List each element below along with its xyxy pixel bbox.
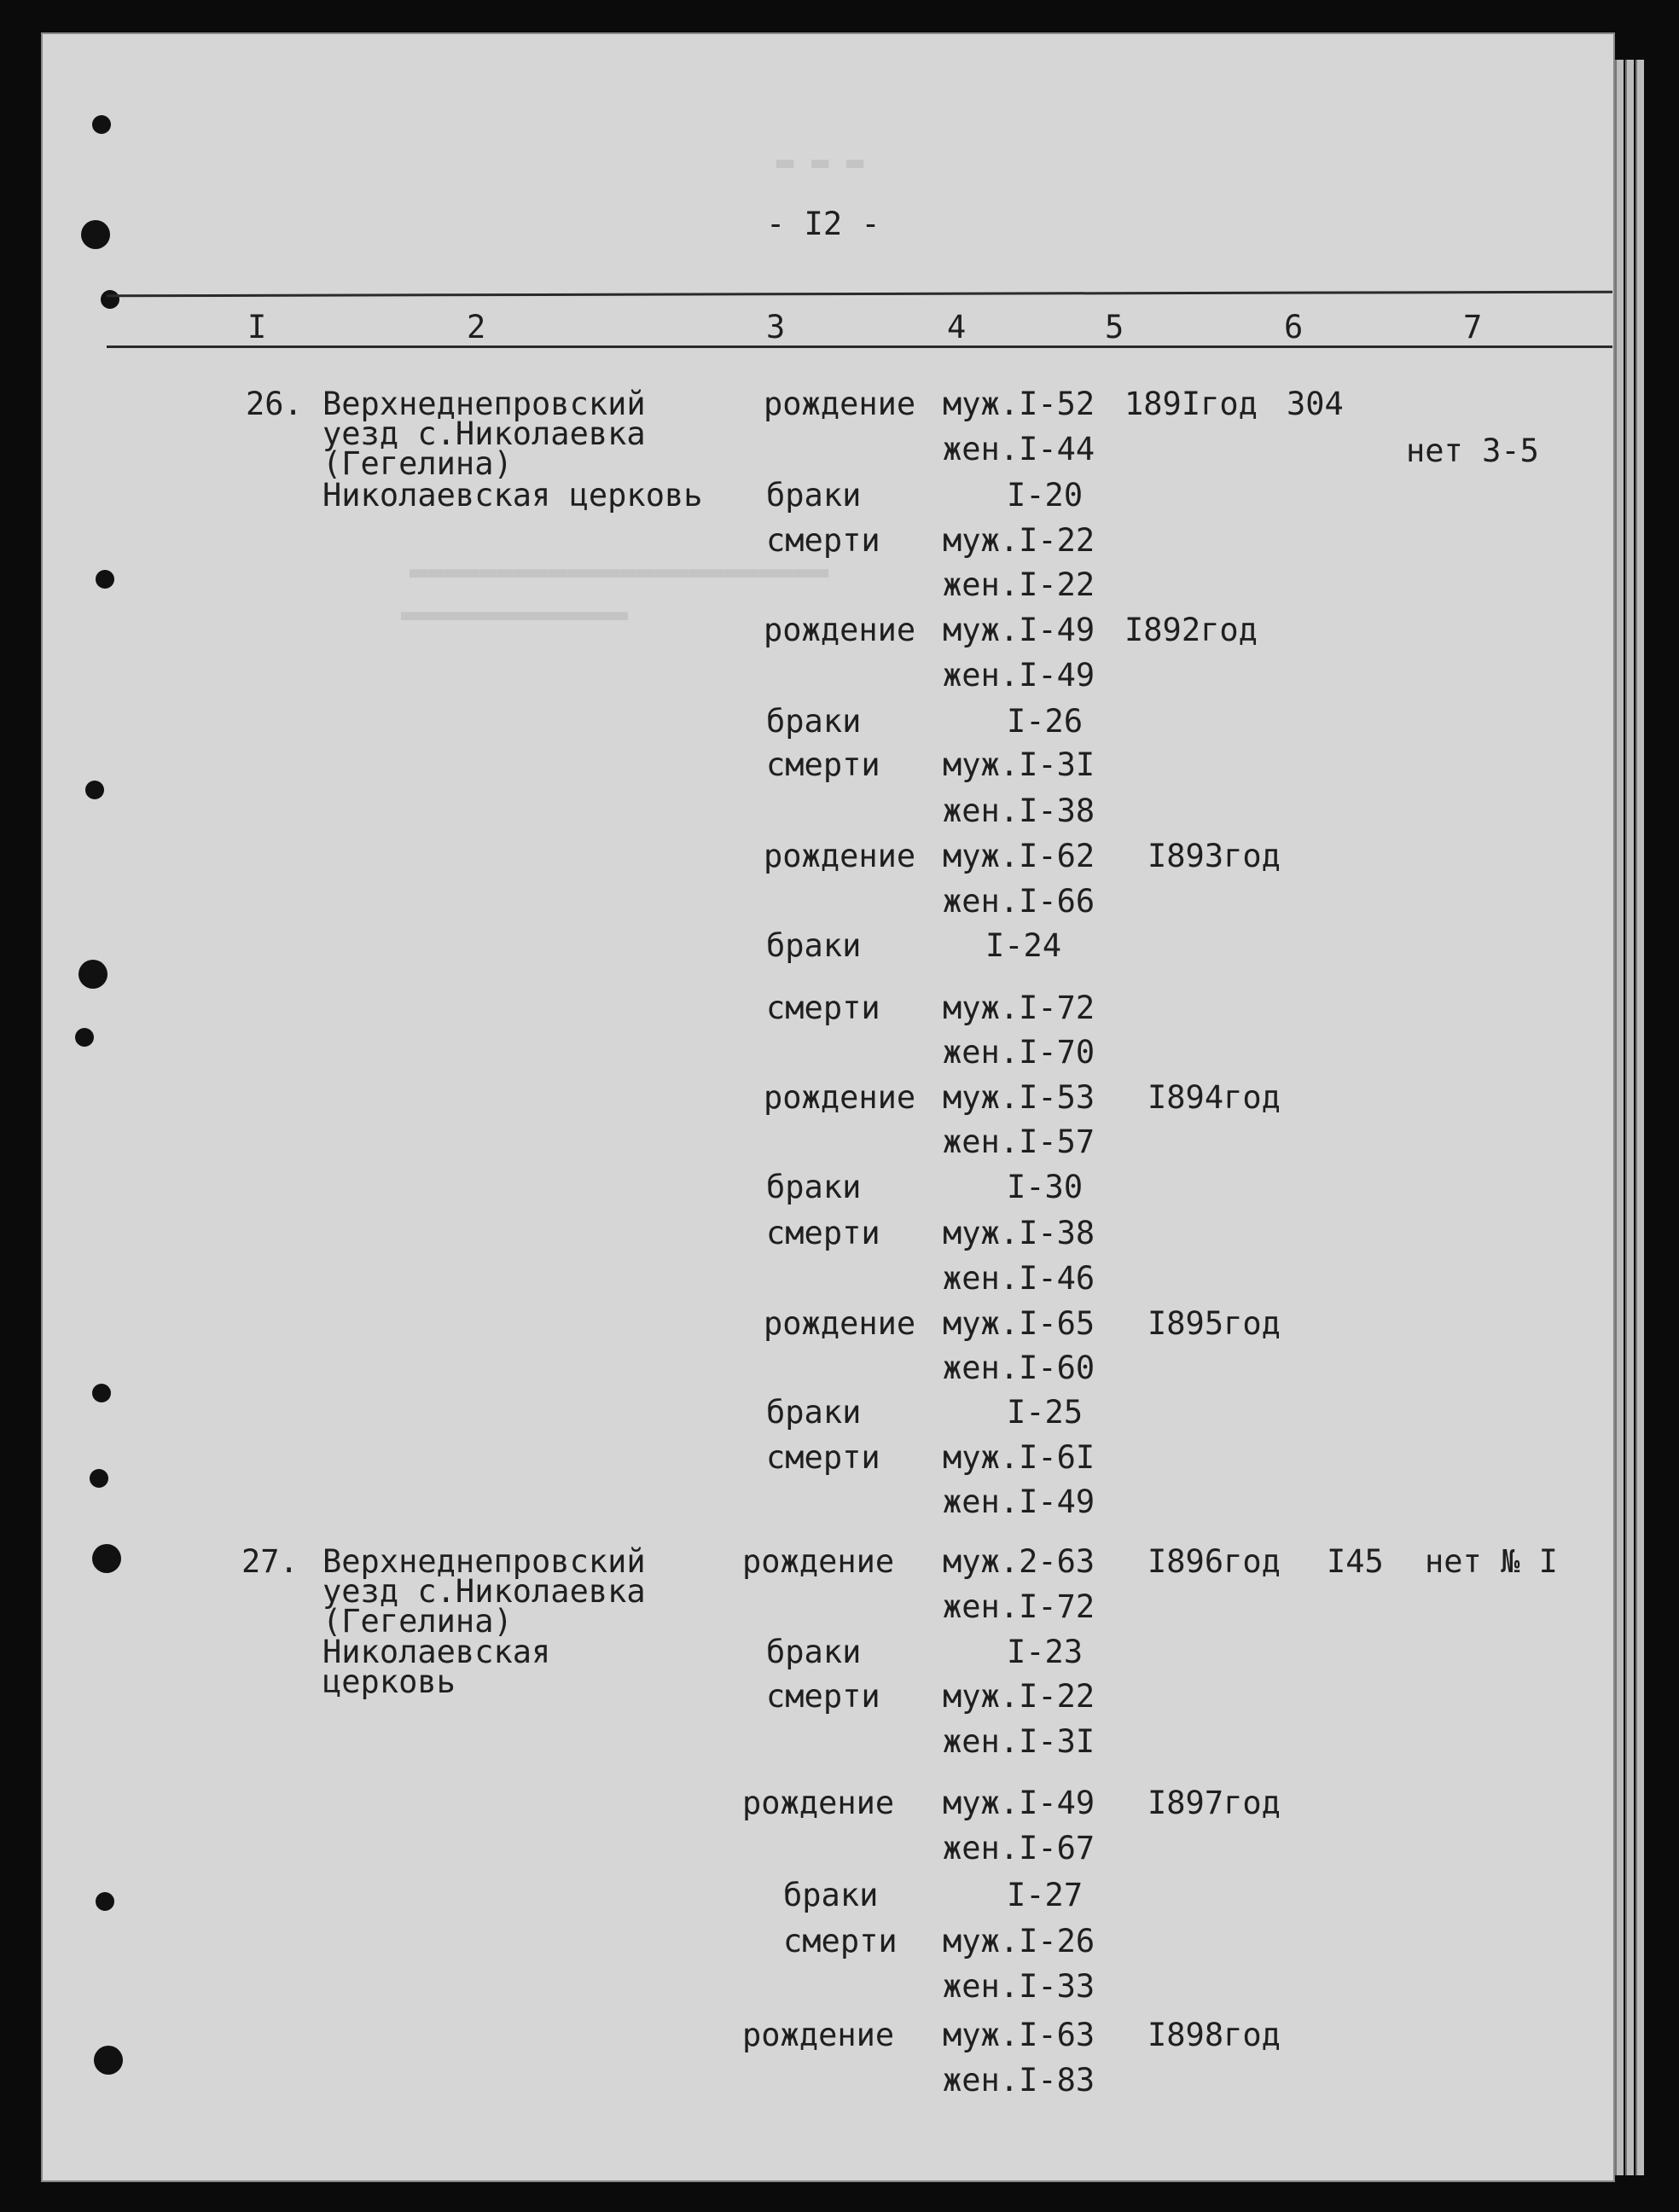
column-header-7: 7 bbox=[1463, 309, 1483, 345]
record-value: жен.I-44 bbox=[943, 431, 1095, 467]
record-col6: I45 bbox=[1327, 1543, 1384, 1580]
punch-hole bbox=[94, 2046, 123, 2075]
record-type: браки bbox=[766, 1169, 862, 1205]
record-value: I-24 bbox=[985, 927, 1062, 964]
page-edge bbox=[1625, 60, 1634, 2175]
record-value: муж.I-6I bbox=[943, 1439, 1095, 1476]
record-type: браки bbox=[783, 1877, 879, 1913]
record-type: рождение bbox=[764, 612, 916, 648]
record-year: I894год bbox=[1147, 1079, 1281, 1116]
record-value: I-27 bbox=[1007, 1877, 1084, 1913]
record-value: жен.I-67 bbox=[943, 1830, 1095, 1867]
bleed-through-mark: ▬▬▬▬▬▬▬▬▬▬▬▬▬ bbox=[401, 597, 629, 631]
entry-col7: нет № I bbox=[1425, 1543, 1558, 1580]
record-value: муж.I-38 bbox=[943, 1215, 1095, 1251]
punch-hole bbox=[75, 1028, 94, 1047]
column-header-1: I bbox=[247, 309, 267, 345]
record-type: рождение bbox=[742, 2017, 895, 2053]
record-value: муж.I-65 bbox=[943, 1305, 1095, 1342]
record-type: смерти bbox=[766, 746, 880, 783]
header-rule-bottom bbox=[107, 345, 1612, 348]
record-type: рождение bbox=[764, 1305, 916, 1342]
column-header-4: 4 bbox=[947, 309, 967, 345]
record-value: муж.I-62 bbox=[943, 838, 1095, 874]
punch-hole bbox=[78, 960, 107, 989]
punch-hole bbox=[90, 1469, 108, 1488]
record-type: браки bbox=[766, 927, 862, 964]
record-type: смерти bbox=[766, 522, 880, 559]
record-value: жен.I-70 bbox=[943, 1034, 1095, 1071]
punch-hole bbox=[81, 220, 110, 249]
record-year: I892год bbox=[1124, 612, 1258, 648]
record-value: муж.I-22 bbox=[943, 522, 1095, 559]
column-header-5: 5 bbox=[1105, 309, 1124, 345]
entry-number: 26. bbox=[246, 386, 303, 422]
record-col6: 304 bbox=[1287, 386, 1344, 422]
record-type: смерти bbox=[766, 1678, 880, 1715]
punch-hole bbox=[92, 1384, 111, 1402]
record-value: I-25 bbox=[1007, 1394, 1084, 1431]
punch-hole bbox=[96, 1892, 114, 1911]
record-value: жен.I-3I bbox=[943, 1723, 1095, 1760]
record-value: I-23 bbox=[1007, 1634, 1084, 1670]
record-year: I898год bbox=[1147, 2017, 1281, 2053]
place-line: Верхнеднепровский bbox=[322, 1543, 646, 1580]
place-line: (Гегелина) bbox=[322, 1603, 513, 1640]
record-type: рождение bbox=[764, 838, 916, 874]
record-year: I893год bbox=[1147, 838, 1281, 874]
record-value: жен.I-46 bbox=[943, 1260, 1095, 1297]
record-type: смерти bbox=[783, 1923, 898, 1959]
record-year: I896год bbox=[1147, 1543, 1281, 1580]
bleed-through-mark: ▬ ▬ ▬ bbox=[776, 145, 864, 179]
record-type: браки bbox=[766, 477, 862, 514]
place-line: уезд с.Николаевка bbox=[322, 1573, 646, 1610]
record-value: муж.I-26 bbox=[943, 1923, 1095, 1959]
place-line: церковь bbox=[322, 1663, 456, 1700]
record-value: муж.I-52 bbox=[943, 386, 1095, 422]
record-value: I-20 bbox=[1007, 477, 1084, 514]
place-line: (Гегелина) bbox=[322, 445, 513, 482]
record-value: жен.I-83 bbox=[943, 2062, 1095, 2099]
entry-col7: нет 3-5 bbox=[1406, 433, 1539, 469]
entry-number: 27. bbox=[241, 1543, 299, 1580]
punch-hole bbox=[92, 115, 111, 134]
column-header-6: 6 bbox=[1284, 309, 1304, 345]
record-value: I-30 bbox=[1007, 1169, 1084, 1205]
punch-hole bbox=[101, 290, 119, 309]
record-value: муж.I-63 bbox=[943, 2017, 1095, 2053]
record-type: рождение bbox=[764, 1079, 916, 1116]
record-type: браки bbox=[766, 703, 862, 740]
page-edge bbox=[1615, 60, 1624, 2175]
place-line: Николаевская bbox=[322, 1634, 551, 1670]
column-header-2: 2 bbox=[467, 309, 486, 345]
record-type: браки bbox=[766, 1634, 862, 1670]
place-line: уезд с.Николаевка bbox=[322, 415, 646, 452]
record-value: муж.I-53 bbox=[943, 1079, 1095, 1116]
record-value: жен.I-66 bbox=[943, 883, 1095, 920]
record-value: муж.I-22 bbox=[943, 1678, 1095, 1715]
record-value: жен.I-49 bbox=[943, 657, 1095, 694]
page-edge bbox=[1635, 60, 1644, 2175]
record-value: жен.I-60 bbox=[943, 1350, 1095, 1386]
record-year: I897год bbox=[1147, 1785, 1281, 1821]
punch-hole bbox=[92, 1544, 121, 1573]
record-value: муж.I-49 bbox=[943, 612, 1095, 648]
record-value: жен.I-72 bbox=[943, 1588, 1095, 1625]
record-type: браки bbox=[766, 1394, 862, 1431]
page-number: - I2 - bbox=[766, 206, 880, 242]
column-header-3: 3 bbox=[766, 309, 786, 345]
punch-hole bbox=[85, 781, 104, 799]
record-value: жен.I-57 bbox=[943, 1123, 1095, 1160]
place-line: Николаевская церковь bbox=[322, 477, 703, 514]
record-type: рождение bbox=[742, 1543, 895, 1580]
record-type: смерти bbox=[766, 1215, 880, 1251]
place-line: Верхнеднепровский bbox=[322, 386, 646, 422]
record-value: жен.I-49 bbox=[943, 1483, 1095, 1520]
record-value: жен.I-22 bbox=[943, 566, 1095, 603]
record-value: жен.I-38 bbox=[943, 792, 1095, 829]
record-value: муж.I-72 bbox=[943, 990, 1095, 1026]
record-type: смерти bbox=[766, 990, 880, 1026]
bleed-through-mark: ▬▬▬▬▬▬▬▬▬▬▬▬▬▬▬▬▬▬▬▬▬▬▬▬ bbox=[410, 554, 829, 589]
record-type: рождение bbox=[742, 1785, 895, 1821]
punch-hole bbox=[96, 570, 114, 589]
record-value: муж.I-49 bbox=[943, 1785, 1095, 1821]
record-type: смерти bbox=[766, 1439, 880, 1476]
record-value: жен.I-33 bbox=[943, 1968, 1095, 2005]
record-type: рождение bbox=[764, 386, 916, 422]
record-value: муж.I-3I bbox=[943, 746, 1095, 783]
record-value: I-26 bbox=[1007, 703, 1084, 740]
record-value: муж.2-63 bbox=[943, 1543, 1095, 1580]
record-year: I895год bbox=[1147, 1305, 1281, 1342]
record-year: 189Iгод bbox=[1124, 386, 1258, 422]
